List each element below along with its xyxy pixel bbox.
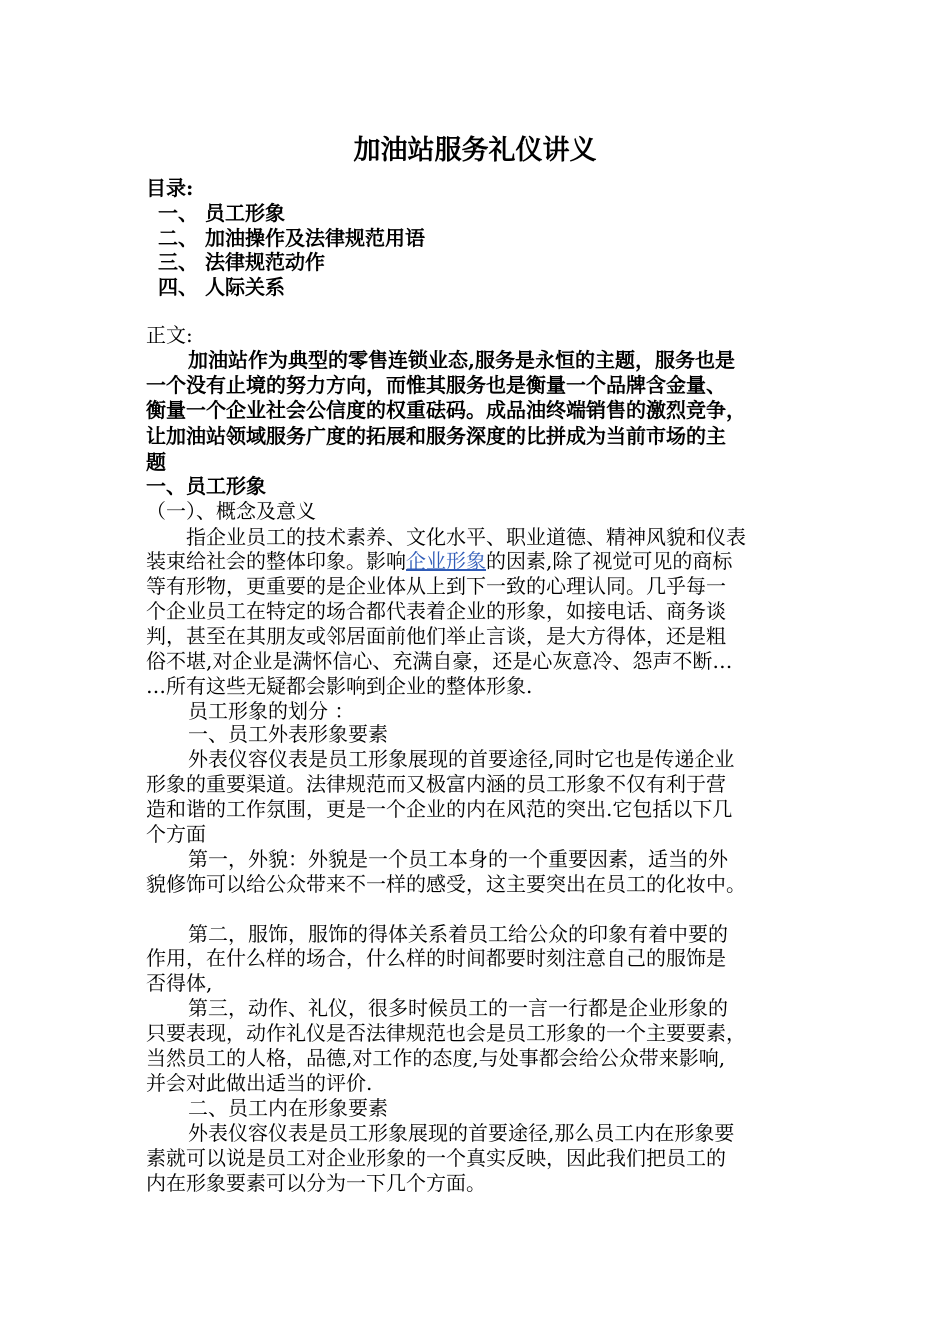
section-heading: 一、员工形象	[146, 474, 266, 498]
paragraph-line: 作用，在什么样的场合，什么样的时间都要时刻注意自己的服饰是	[146, 946, 726, 970]
paragraph-line: 造和谐的工作氛围，更是一个企业的内在风范的突出.它包括以下几	[146, 797, 733, 821]
toc-heading: 目录:	[146, 176, 194, 200]
paragraph-line: 第三，动作、礼仪，很多时候员工的一言一行都是企业形象的	[188, 996, 728, 1020]
subsection-heading: （一）、概念及意义	[146, 499, 316, 523]
paragraph-line	[146, 549, 732, 573]
body-label: 正文:	[146, 323, 193, 347]
subheading-external: 一、员工外表形象要素	[188, 722, 388, 746]
paragraph-line: 第一，外貌：外貌是一个员工本身的一个重要因素，适当的外	[188, 847, 728, 871]
paragraph-line: 只要表现，动作礼仪是否法律规范也会是员工形象的一个主要要素，	[146, 1021, 746, 1045]
intro-line: 加油站作为典型的零售连锁业态,服务是永恒的主题，服务也是	[188, 348, 735, 372]
paragraph-text: 的因素,除了视觉可见的商标	[486, 549, 733, 573]
paragraph-line: …所有这些无疑都会影响到企业的整体形象.	[146, 674, 533, 698]
paragraph-line: 否得体,	[146, 971, 213, 995]
toc-item: 三、 法律规范动作	[158, 250, 325, 274]
paragraph-line: 指企业员工的技术素养、文化水平、职业道德、精神风貌和仪表	[186, 525, 746, 549]
paragraph-line: 貌修饰可以给公众带来不一样的感受，这主要突出在员工的化妆中。	[146, 872, 746, 896]
paragraph-text: 装束给社会的整体印象。影响	[146, 549, 406, 573]
intro-line: 让加油站领域服务广度的拓展和服务深度的比拼成为当前市场的主	[146, 424, 726, 448]
paragraph-line: 当然员工的人格，品德,对工作的态度,与处事都会给公众带来影响,	[146, 1046, 726, 1070]
toc-item: 一、 员工形象	[158, 201, 285, 225]
paragraph-line: 并会对此做出适当的评价.	[146, 1071, 373, 1095]
intro-line: 衡量一个企业社会公信度的权重砝码。成品油终端销售的激烈竞争，	[146, 398, 746, 422]
enterprise-image-link[interactable]: 企业形象	[406, 549, 486, 573]
paragraph-line: 外表仪容仪表是员工形象展现的首要途径,同时它也是传递企业	[188, 747, 735, 771]
intro-line: 题	[146, 450, 166, 474]
document-title: 加油站服务礼仪讲义	[353, 135, 597, 166]
toc-item: 二、 加油操作及法律规范用语	[158, 226, 425, 250]
paragraph-line: 素就可以说是员工对企业形象的一个真实反映，因此我们把员工的	[146, 1146, 726, 1170]
paragraph-line: 俗不堪,对企业是满怀信心、充满自豪，还是心灰意冷、怨声不断…	[146, 649, 733, 673]
paragraph-line: 第二，服饰，服饰的得体关系着员工给公众的印象有着中要的	[188, 922, 728, 946]
subheading-internal: 二、员工内在形象要素	[188, 1096, 388, 1120]
paragraph-line: 内在形象要素可以分为一下几个方面。	[146, 1171, 486, 1195]
paragraph-line: 等有形物，更重要的是企业体从上到下一致的心理认同。几乎每一	[146, 574, 726, 598]
intro-line: 一个没有止境的努力方向，而惟其服务也是衡量一个品牌含金量、	[146, 373, 726, 397]
paragraph-line: 个方面	[146, 822, 206, 846]
paragraph-line: 形象的重要渠道。法律规范而又极富内涵的员工形象不仅有利于营	[146, 772, 726, 796]
paragraph-line: 外表仪容仪表是员工形象展现的首要途径,那么员工内在形象要	[188, 1121, 735, 1145]
paragraph-line: 判，甚至在其朋友或邻居面前他们举止言谈，是大方得体，还是粗	[146, 624, 726, 648]
toc-item: 四、 人际关系	[158, 275, 285, 299]
division-label: 员工形象的划分 ：	[188, 699, 355, 723]
paragraph-line: 个企业员工在特定的场合都代表着企业的形象，如接电话、商务谈	[146, 599, 726, 623]
